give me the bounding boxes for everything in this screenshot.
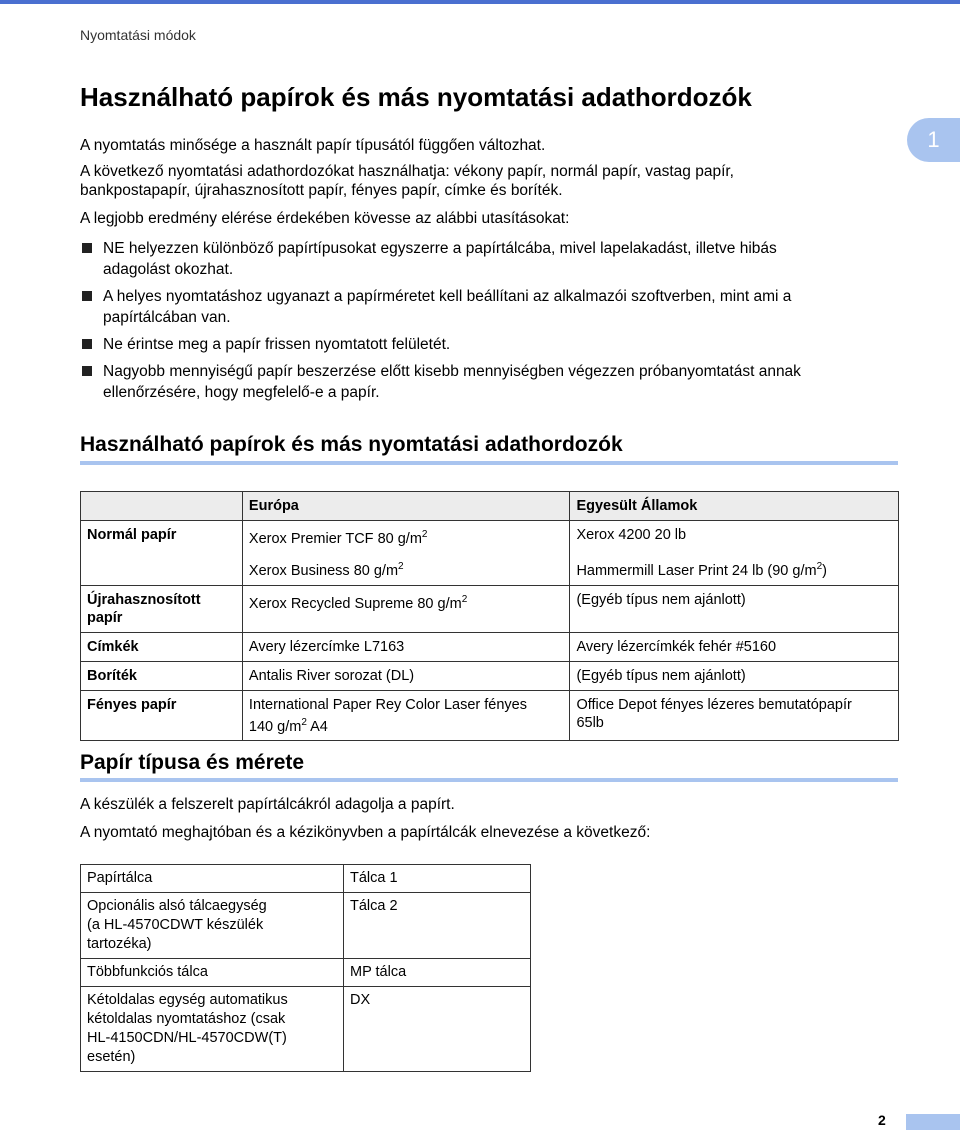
- list-item: A helyes nyomtatáshoz ugyanazt a papírméretet kell beállítani az alkalmazói szoftverben, mint ami a papírtálcában van.: [80, 286, 890, 328]
- bullet-square-icon: [82, 366, 92, 376]
- table-row: Többfunkciós tálca MP tálca: [81, 959, 531, 987]
- table-row: Papírtálca Tálca 1: [81, 865, 531, 893]
- paper-paragraph-2: A nyomtató meghajtóban és a kézikönyvben a papírtálcák elnevezése a következő:: [80, 824, 651, 841]
- list-item: Nagyobb mennyiségű papír beszerzése előtt kisebb mennyiségben végezzen próbanyomtatást annak ellenőrzésére, hogy megfelelő-e a papír.: [80, 361, 890, 403]
- paper-paragraph-1: A készülék a felszerelt papírtálcákról adagolja a papírt.: [80, 796, 455, 813]
- section-heading-media: Használható papírok és más nyomtatási adathordozók: [80, 433, 623, 456]
- chapter-tab: 1: [907, 118, 960, 162]
- section-rule: [80, 461, 898, 465]
- bullet-square-icon: [82, 243, 92, 253]
- intro-paragraph-2: A következő nyomtatási adathordozókat használhatja: vékony papír, normál papír, vastag papír, bankpostapapír, újrahasznosított papír, fényes papír, címke és boríték.: [80, 163, 734, 199]
- intro-paragraph-1: A nyomtatás minősége a használt papír típusától függően változhat.: [80, 137, 546, 154]
- tray-table: [80, 864, 531, 1072]
- top-rule: [0, 0, 960, 4]
- bullet-square-icon: [82, 339, 92, 349]
- table-row: Címkék Avery lézercímke L7163 Avery lézercímkék fehér #5160: [81, 632, 899, 661]
- table-row: Kétoldalas egység automatikus kétoldalas nyomtatáshoz (csak HL-4150CDN/HL-4570CDW(T) esetén) DX: [81, 987, 531, 1072]
- table-row: Fényes papír International Paper Rey Color Laser fényes 140 $g/m^2$ A4 Office Depot fényes lézeres bemutatópapír 65lb: [81, 690, 899, 741]
- list-item: NE helyezzen különböző papírtípusokat egyszerre a papírtálcába, mivel lapelakadást, illetve hibás adagolást okozhat.: [80, 238, 890, 280]
- guideline-list: [80, 238, 890, 409]
- table-row: Xerox Business 80 $g/m^2$ Hammermill Laser Print 24 lb (90 $g/m^2$): [81, 553, 899, 585]
- table-header-row: [81, 492, 899, 521]
- table-row: Boríték Antalis River sorozat (DL) (Egyéb típus nem ajánlott): [81, 661, 899, 690]
- column-header-europe: Európa: [242, 492, 570, 521]
- intro-paragraph-3: A legjobb eredmény elérése érdekében kövesse az alábbi utasításokat:: [80, 210, 570, 227]
- section-heading-paper-type: Papír típusa és mérete: [80, 751, 305, 774]
- page-tab: [906, 1114, 960, 1130]
- page-number: 2: [878, 1112, 886, 1128]
- media-table: [80, 491, 899, 741]
- table-row: Újrahasznosított papír Xerox Recycled Supreme 80 $g/m^2$ (Egyéb típus nem ajánlott): [81, 585, 899, 632]
- list-item: Ne érintse meg a papír frissen nyomtatott felületét.: [80, 334, 890, 355]
- column-header-us: Egyesült Államok: [570, 492, 899, 521]
- bullet-square-icon: [82, 291, 92, 301]
- table-row: Normál papír Xerox Premier TCF 80 $g/m^2$ Xerox 4200 20 lb: [81, 521, 899, 553]
- page-title: Használható papírok és más nyomtatási adathordozók: [80, 82, 752, 112]
- running-header: Nyomtatási módok: [80, 27, 196, 43]
- section-rule: [80, 778, 898, 782]
- table-row: Opcionális alsó tálcaegység (a HL-4570CDWT készülék tartozéka) Tálca 2: [81, 893, 531, 959]
